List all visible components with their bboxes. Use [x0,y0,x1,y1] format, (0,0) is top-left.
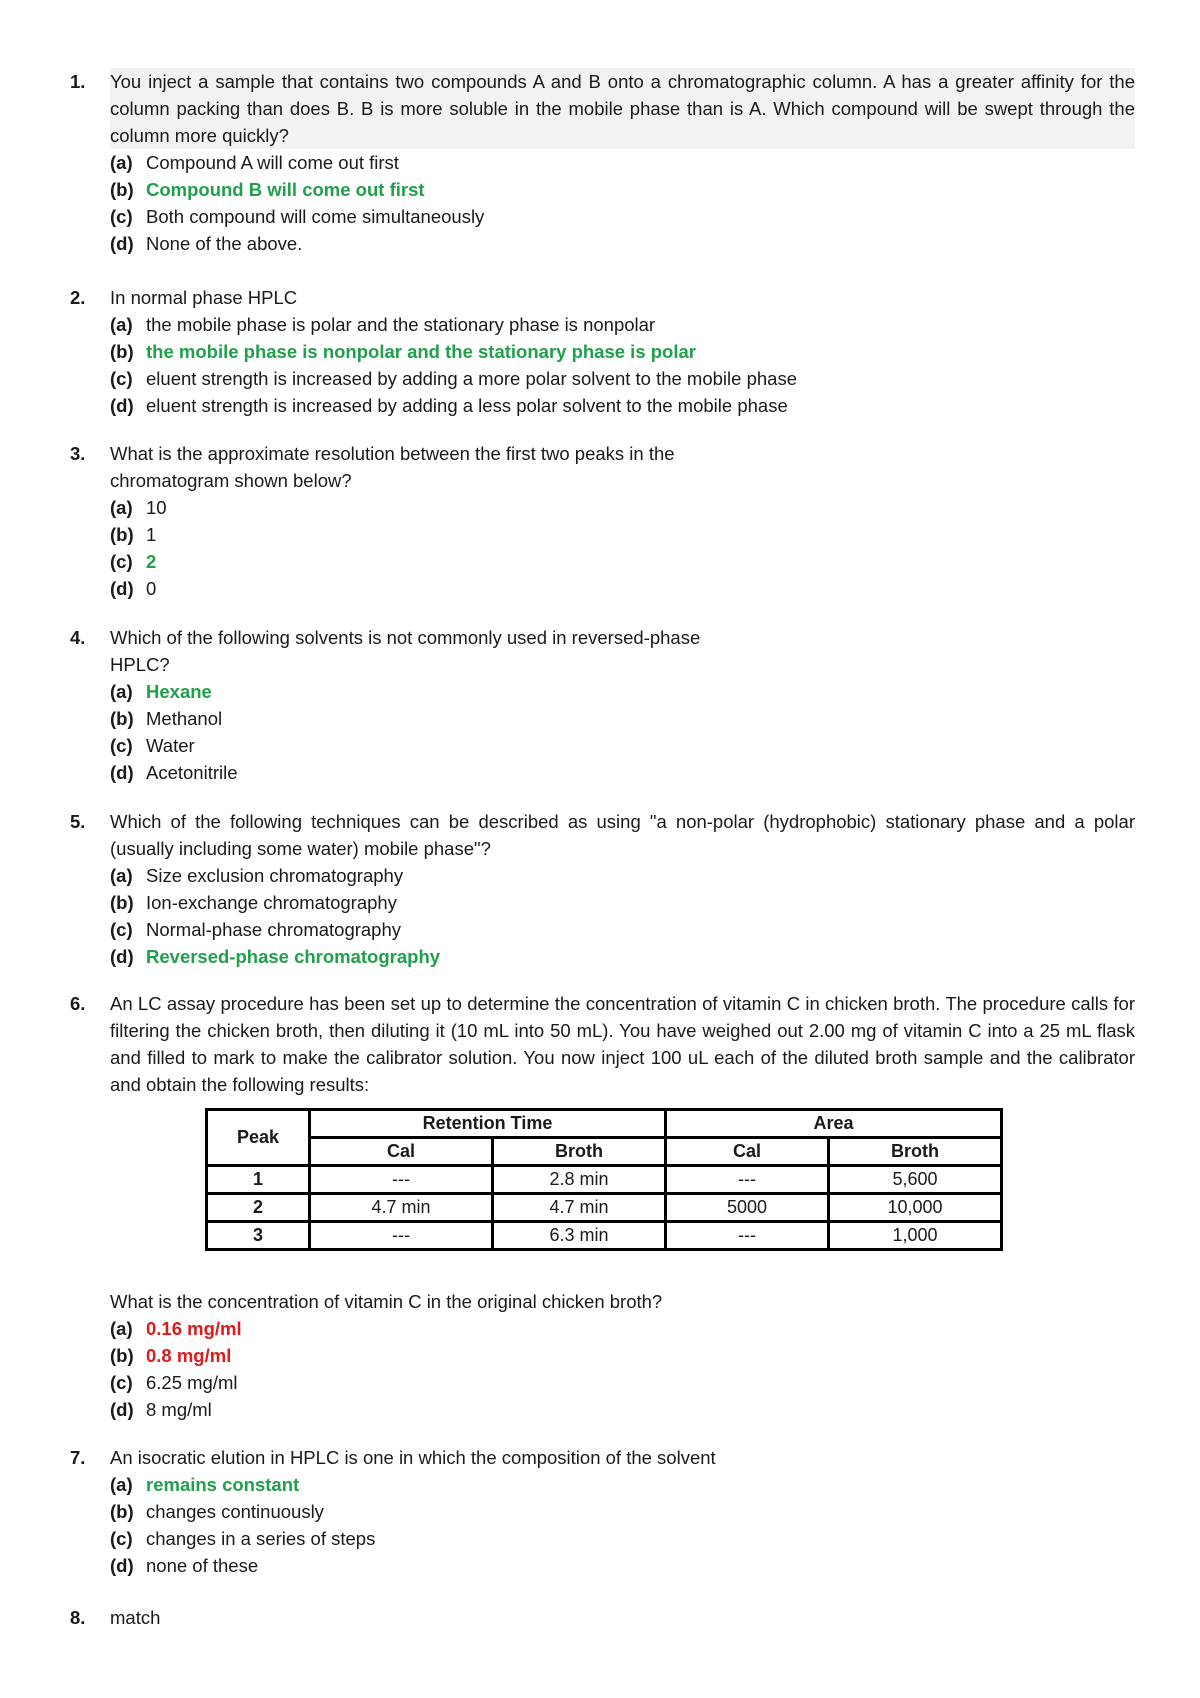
option-d: (d) 0 [110,578,157,599]
option-c: (c) 6.25 mg/ml [110,1372,238,1393]
option-a: (a) Compound A will come out first [110,152,399,173]
option-a: (a) 10 [110,497,167,518]
question-1 [70,68,1135,257]
question-text-line-2: HPLC? [110,654,170,675]
subheader-cal: Cal [310,1138,493,1166]
table-cell: 2 [207,1194,310,1222]
option-a: (a) Size exclusion chromatography [110,865,404,886]
option-d: (d) 8 mg/ml [110,1399,212,1420]
table-cell: --- [310,1222,493,1250]
question-number: 6. [70,993,86,1014]
table-cell: 4.7 min [310,1194,493,1222]
option-b: (b) changes continuously [110,1501,324,1522]
table-cell: 1,000 [829,1222,1002,1250]
header-peak: Peak [207,1110,310,1166]
option-c-correct: (c) 2 [110,551,157,572]
question-text: An LC assay procedure has been set up to determine the concentration of vitamin C in chicken broth. The procedure calls for filtering the chicken broth, then diluting it (10 mL into 50 mL). You have weighed out 2.00 mg of vitamin C into a 25 mL flask and filled to mark to make the calibrator solution. You now inject 100 uL each of the diluted broth sample and the calibrator and obtain the following results: [110,993,1135,1095]
question-text: An isocratic elution in HPLC is one in which the composition of the solvent [110,1447,716,1468]
option-d: (d) Acetonitrile [110,762,238,783]
question-number: 8. [70,1607,86,1628]
option-a-correct: (a) remains constant [110,1474,300,1495]
table-cell: 1 [207,1166,310,1194]
option-b: (b) Ion-exchange chromatography [110,892,397,913]
question-2 [70,284,1135,419]
question-6-followup [70,1288,1135,1423]
table-header-row [207,1110,1002,1138]
option-d: (d) None of the above. [110,233,303,254]
table-cell: --- [666,1166,829,1194]
table-row [207,1166,1002,1194]
table-cell: 3 [207,1222,310,1250]
results-table [205,1108,1003,1251]
option-c: (c) eluent strength is increased by adding a more polar solvent to the mobile phase [110,368,797,389]
question-7 [70,1444,1135,1579]
table-cell: --- [666,1222,829,1250]
option-c: (c) changes in a series of steps [110,1528,376,1549]
question-6 [70,990,1135,1098]
option-a: (a) the mobile phase is polar and the stationary phase is nonpolar [110,314,656,335]
table-row [207,1194,1002,1222]
question-text: match [110,1607,161,1628]
subheader-broth: Broth [493,1138,666,1166]
option-b: (b) 1 [110,524,157,545]
question-number: 7. [70,1447,86,1468]
table-cell: 2.8 min [493,1166,666,1194]
table-cell: 4.7 min [493,1194,666,1222]
option-d: (d) eluent strength is increased by adding a less polar solvent to the mobile phase [110,395,788,416]
question-number: 3. [70,443,86,464]
table-row [207,1222,1002,1250]
question-number: 4. [70,627,86,648]
question-number: 1. [70,71,86,92]
question-4 [70,624,1135,786]
option-c: (c) Both compound will come simultaneously [110,206,485,227]
option-d-correct: (d) Reversed-phase chromatography [110,946,441,967]
option-b: (b) Methanol [110,708,223,729]
option-a-marked: (a) 0.16 mg/ml [110,1318,242,1339]
header-area: Area [666,1110,1002,1138]
option-c: (c) Normal-phase chromatography [110,919,402,940]
question-number: 5. [70,811,86,832]
table-subheader-row [207,1138,1002,1166]
table-cell: --- [310,1166,493,1194]
question-text: Which of the following techniques can be described as using "a non-polar (hydrophobic) stationary phase and a polar (usually including some water) mobile phase"? [110,811,1135,859]
question-3 [70,440,1135,602]
option-b-correct: (b) the mobile phase is nonpolar and the stationary phase is polar [110,341,696,362]
option-b-correct: (b) Compound B will come out first [110,179,425,200]
question-text-line-1: What is the approximate resolution between the first two peaks in the [110,443,675,464]
option-a-correct: (a) Hexane [110,681,212,702]
question-8 [70,1604,1135,1631]
header-retention-time: Retention Time [310,1110,666,1138]
subheader-cal: Cal [666,1138,829,1166]
table-cell: 10,000 [829,1194,1002,1222]
option-d: (d) none of these [110,1555,259,1576]
table-cell: 5000 [666,1194,829,1222]
table-cell: 5,600 [829,1166,1002,1194]
subheader-broth: Broth [829,1138,1002,1166]
question-text-line-2: chromatogram shown below? [110,470,352,491]
question-followup-text: What is the concentration of vitamin C in the original chicken broth? [110,1291,663,1312]
question-5 [70,808,1135,970]
question-text-line-1: Which of the following solvents is not commonly used in reversed-phase [110,627,701,648]
question-number: 2. [70,287,86,308]
table-cell: 6.3 min [493,1222,666,1250]
option-c: (c) Water [110,735,195,756]
question-text: You inject a sample that contains two compounds A and B onto a chromatographic column. A has a greater affinity for the column packing than does B. B is more soluble in the mobile phase than is A. Which compound will be swept through the column more quickly? [110,68,1135,149]
question-text: In normal phase HPLC [110,287,298,308]
option-b-marked: (b) 0.8 mg/ml [110,1345,232,1366]
